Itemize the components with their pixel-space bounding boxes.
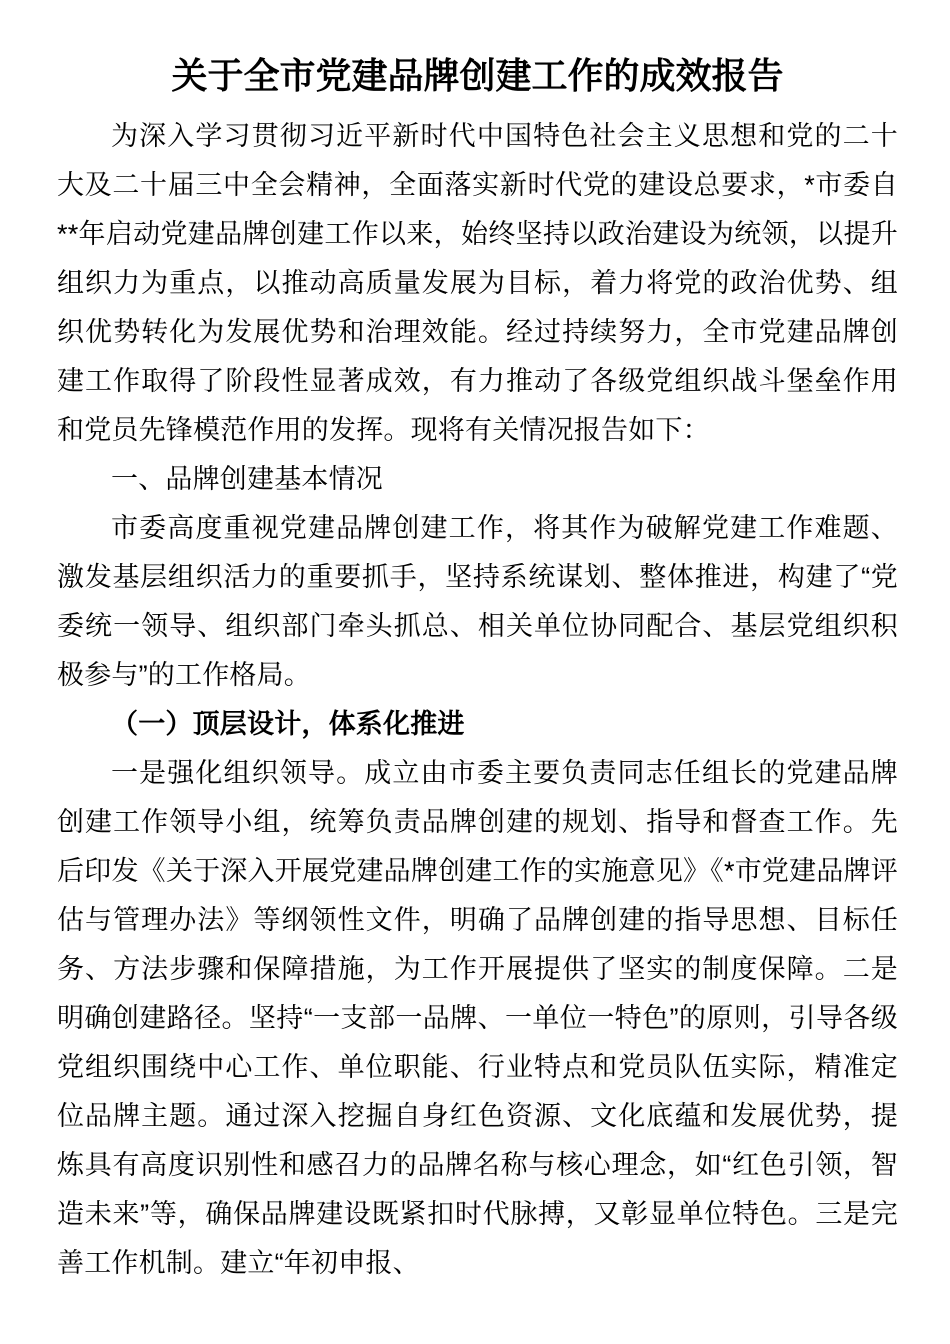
section-heading-1: 一、品牌创建基本情况 [111,464,383,494]
paragraph-subsection1-1: 一是强化组织领导。成立由市委主要负责同志任组长的党建品牌创建工作领导小组，统筹负责品牌创建的规划、指导和督查工作。先后印发《关于深入开展党建品牌创建工作的实施意见》《*市党建品牌评估与管理办法》等纲领性文件，明确了品牌创建的指导思想、目标任务、方法步骤和保障措施，为工作开展提供了坚实的制度保障。二是明确创建路径。坚持“一支部一品牌、一单位一特色”的原则，引导各级党组织围绕中心工作、单位职能、行业特点和党员队伍实际，精准定位品牌主题。通过深入挖掘自身红色资源、文化底蕴和发展优势，提炼具有高度识别性和感召力的品牌名称与核心理念，如“红色引领，智造未来”等，确保品牌建设既紧扣时代脉搏，又彰显单位特色。三是完善工作机制。建立“年初申报、 [57,758,898,1278]
document-title: 关于全市党建品牌创建工作的成效报告 [171,55,784,96]
paragraph-introduction: 为深入学习贯彻习近平新时代中国特色社会主义思想和党的二十大及二十届三中全会精神，全面落实新时代党的建设总要求，*市委自**年启动党建品牌创建工作以来，始终坚持以政治建设为统领，以提升组织力为重点，以推动高质量发展为目标，着力将党的政治优势、组织优势转化为发展优势和治理效能。经过持续努力，全市党建品牌创建工作取得了阶段性显著成效，有力推动了各级党组织战斗堡垒作用和党员先锋模范作用的发挥。现将有关情况报告如下： [57,121,898,445]
subsection-heading-1-1: （一）顶层设计，体系化推进 [111,709,465,739]
paragraph-section1-overview: 市委高度重视党建品牌创建工作，将其作为破解党建工作难题、激发基层组织活力的重要抓手，坚持系统谋划、整体推进，构建了“党委统一领导、组织部门牵头抓总、相关单位协同配合、基层党组织积极参与”的工作格局。 [57,513,898,690]
